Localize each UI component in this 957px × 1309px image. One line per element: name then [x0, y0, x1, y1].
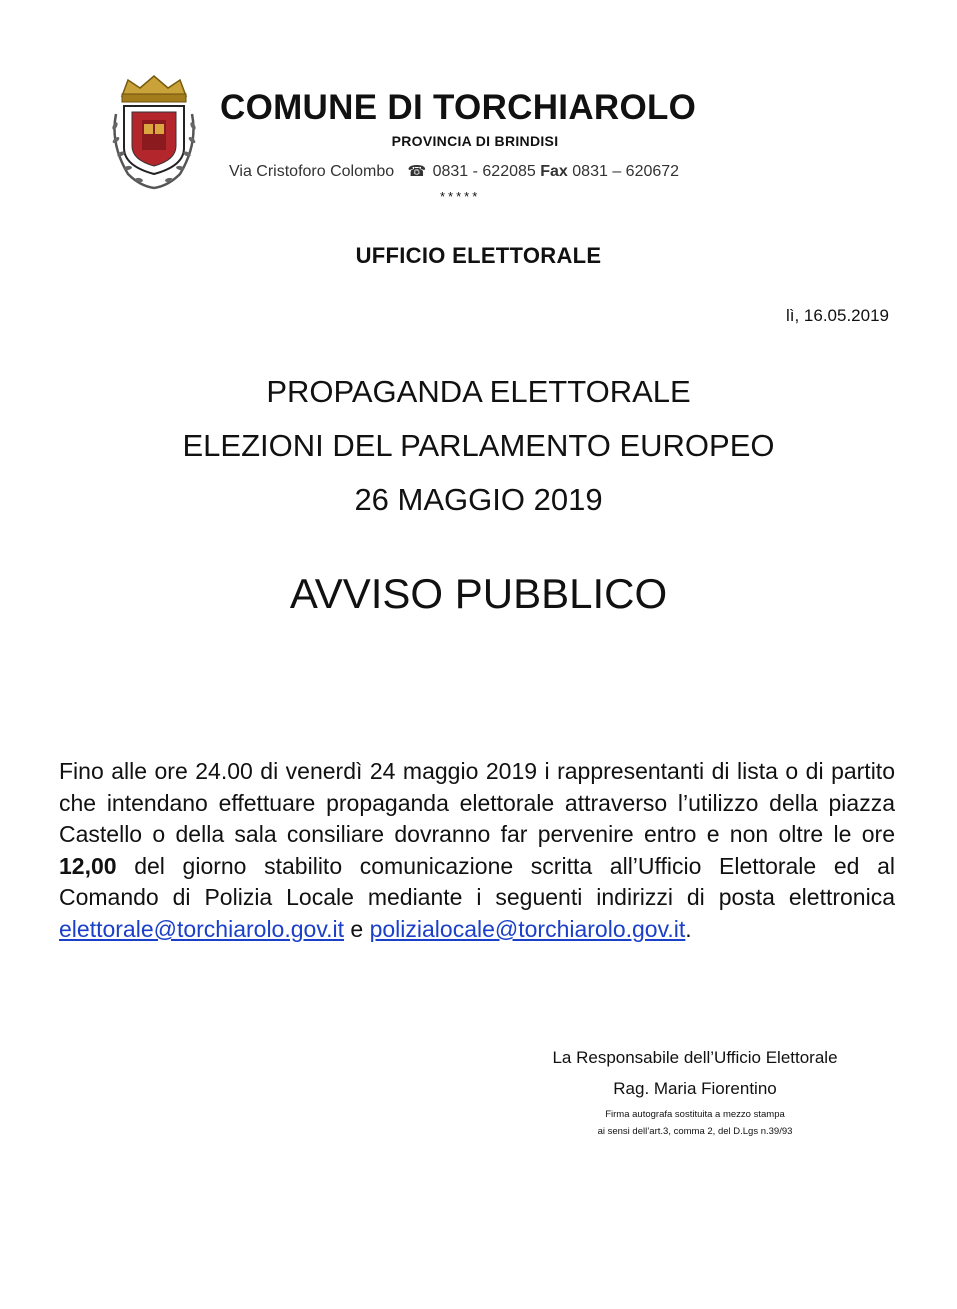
office-heading: UFFICIO ELETTORALE	[355, 243, 602, 268]
separator-stars: *****	[440, 189, 481, 204]
signatory-name: Rag. Maria Fiorentino	[613, 1079, 777, 1098]
municipality-name: COMUNE DI TORCHIAROLO	[220, 88, 697, 127]
fax-label: Fax	[540, 163, 568, 180]
signature-note-line-2: ai sensi dell’art.3, comma 2, del D.Lgs n.39/93	[597, 1126, 793, 1137]
body-bold-time: 12,00	[59, 852, 117, 879]
signature-block	[500, 1046, 890, 1140]
notice-body	[59, 756, 895, 946]
document-date: lì, 16.05.2019	[785, 306, 889, 325]
notice-title: AVVISO PUBBLICO	[289, 570, 668, 617]
title-line-2: ELEZIONI DEL PARLAMENTO EUROPEO	[182, 428, 775, 463]
email-link-elettorale[interactable]: elettorale@torchiarolo.gov.it	[59, 915, 345, 942]
signature-note	[500, 1106, 890, 1140]
signature-note-line-1: Firma autografa sostituita a mezzo stampa	[605, 1109, 785, 1120]
municipal-crest-icon	[106, 74, 202, 192]
body-text-part-1: Fino alle ore 24.00 di venerdì 24 maggio 2019 i rappresentanti di lista o di partito che intendano effettuare propaganda elettorale attraverso l’utilizzo della piazza Castello o della sala consiliare dovranno far pervenire entro e non oltre le ore	[59, 758, 895, 848]
body-conjunction: e	[344, 915, 370, 942]
document-titles	[0, 365, 957, 527]
body-end: .	[685, 915, 692, 942]
address: Via Cristoforo Colombo	[229, 163, 395, 180]
province-name: PROVINCIA DI BRINDISI	[391, 133, 559, 149]
title-line-1: PROPAGANDA ELETTORALE	[266, 374, 691, 409]
telephone-icon: ☎	[407, 163, 427, 180]
signatory-role: La Responsabile dell’Ufficio Elettorale	[552, 1048, 838, 1067]
body-text-part-2: del giorno stabilito comunicazione scritta all’Ufficio Elettorale ed al Comando di Polizia Locale mediante i seguenti indirizzi di posta elettronica	[59, 852, 895, 911]
fax-number: 0831 – 620672	[572, 163, 680, 180]
contact-line	[229, 162, 679, 181]
phone-number: 0831 - 622085	[432, 163, 536, 180]
email-link-polizia-locale[interactable]: polizialocale@torchiarolo.gov.it	[369, 915, 686, 942]
title-line-3: 26 MAGGIO 2019	[354, 482, 603, 517]
